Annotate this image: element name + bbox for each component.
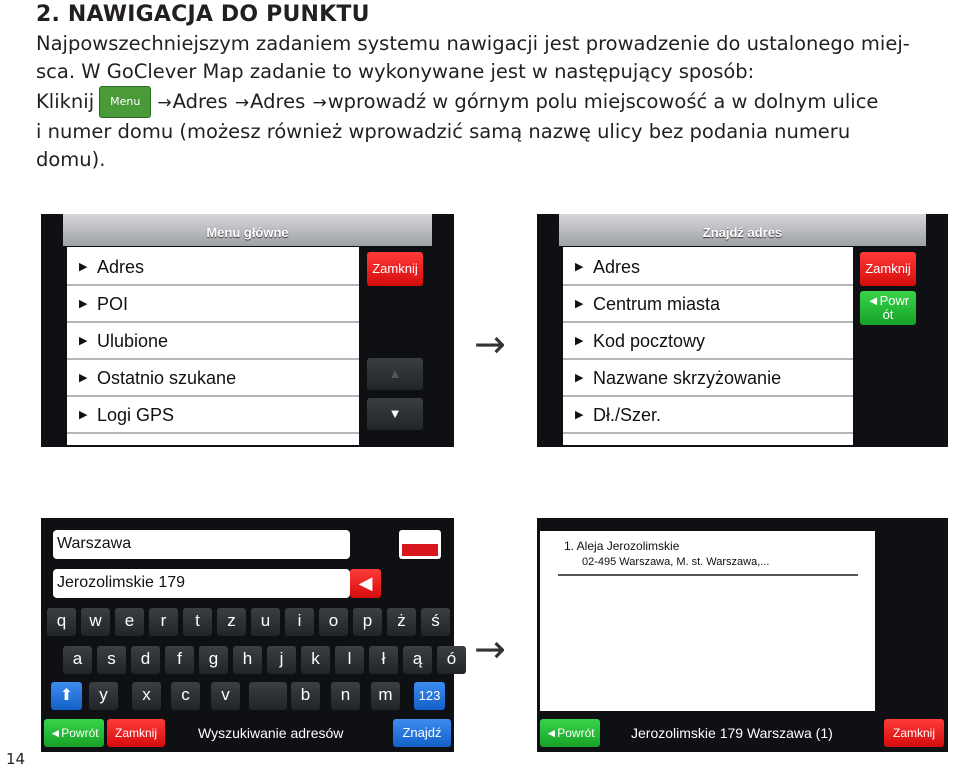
- flow-arrow-icon: →: [474, 627, 506, 671]
- key-q[interactable]: q: [47, 608, 76, 636]
- key-j[interactable]: j: [267, 646, 296, 674]
- screenshot-main-menu: [41, 214, 454, 447]
- section-heading: 2. NAWIGACJA DO PUNKTU: [36, 2, 370, 27]
- key-p[interactable]: p: [353, 608, 382, 636]
- arrow-icon: →: [312, 93, 327, 113]
- menu-item-label: POI: [97, 294, 129, 314]
- screenshot-search-result: [537, 518, 948, 752]
- key-v[interactable]: v: [211, 682, 240, 710]
- para-click-word: Kliknij: [36, 90, 95, 113]
- menu-item-label: Adres: [97, 257, 145, 277]
- key-e[interactable]: e: [115, 608, 144, 636]
- key-s[interactable]: s: [97, 646, 126, 674]
- result-divider: [558, 574, 858, 576]
- menu-item-label: Ulubione: [97, 331, 169, 351]
- screenshot-keyboard-entry: [41, 518, 457, 752]
- triangle-icon: ▶: [575, 261, 584, 273]
- menu-chip-icon: Menu: [99, 86, 151, 118]
- key-u[interactable]: u: [251, 608, 280, 636]
- triangle-icon: ▶: [79, 298, 88, 310]
- result-subtitle: 02-495 Warszawa, M. st. Warszawa,...: [582, 556, 770, 568]
- back-button[interactable]: ◄Powrót: [44, 719, 104, 747]
- para-line-1: Najpowszechniejszym zadaniem systemu nawigacji jest prowadzenie do ustalonego miej-: [36, 32, 910, 55]
- option-label: Dł./Szer.: [593, 405, 662, 425]
- key-ł[interactable]: ł: [369, 646, 398, 674]
- space-key[interactable]: [249, 682, 287, 710]
- close-button[interactable]: Zamknij: [107, 719, 165, 747]
- result-item[interactable]: [540, 531, 875, 581]
- result-status: Jerozolimskie 179 Warszawa (1): [631, 725, 833, 741]
- back-button[interactable]: ◄Powrót: [540, 719, 600, 747]
- shift-key[interactable]: ⬆: [51, 682, 82, 710]
- close-button[interactable]: Zamknij: [860, 252, 916, 286]
- menu-item-label: Logi GPS: [97, 405, 175, 425]
- back-label-line-2: ót: [882, 307, 894, 322]
- search-title: Wyszukiwanie adresów: [198, 725, 344, 741]
- triangle-icon: ▶: [575, 298, 584, 310]
- key-ż[interactable]: ż: [387, 608, 416, 636]
- find-address-list: [563, 247, 853, 445]
- result-bottom-bar: [537, 716, 948, 752]
- flow-arrow-icon: →: [474, 322, 506, 366]
- key-i[interactable]: i: [285, 608, 314, 636]
- scroll-up-button[interactable]: ▲: [367, 358, 423, 390]
- country-flag-button[interactable]: [399, 530, 441, 559]
- key-n[interactable]: n: [331, 682, 360, 710]
- triangle-icon: ▶: [79, 372, 88, 384]
- step-enter: wprowadź w górnym polu miejscowość a w dolnym ulice: [327, 90, 879, 113]
- option-label: Kod pocztowy: [593, 331, 706, 351]
- menu-item-poi[interactable]: [67, 286, 359, 323]
- arrow-icon: →: [234, 93, 250, 113]
- flag-red-stripe: [402, 544, 438, 556]
- key-ś[interactable]: ś: [421, 608, 450, 636]
- result-title: 1. Aleja Jerozolimskie: [564, 539, 680, 553]
- back-button[interactable]: [860, 291, 916, 325]
- key-l[interactable]: l: [335, 646, 364, 674]
- menu-item-logi-gps[interactable]: [67, 397, 359, 434]
- address-option-kod[interactable]: [563, 323, 853, 360]
- para-line-2: sca. W GoClever Map zadanie to wykonywane jest w następujący sposób:: [36, 60, 755, 83]
- key-ó[interactable]: ó: [437, 646, 466, 674]
- step-adres-1: Adres: [172, 90, 228, 113]
- key-h[interactable]: h: [233, 646, 262, 674]
- close-button[interactable]: Zamknij: [884, 719, 944, 747]
- triangle-icon: ▶: [79, 261, 88, 273]
- scroll-down-button[interactable]: ▼: [367, 398, 423, 430]
- address-option-adres[interactable]: [563, 249, 853, 286]
- arrow-icon: →: [157, 93, 172, 113]
- close-button[interactable]: Zamknij: [367, 252, 423, 286]
- para-line-4: i numer domu (możesz również wprowadzić samą nazwę ulicy bez podania numeru: [36, 120, 851, 143]
- address-option-dl-szer[interactable]: [563, 397, 853, 434]
- find-address-header: Znajdź adres: [559, 214, 926, 246]
- step-adres-2: Adres: [250, 90, 306, 113]
- key-ą[interactable]: ą: [403, 646, 432, 674]
- para-line-5: domu).: [36, 148, 106, 171]
- key-z[interactable]: z: [217, 608, 246, 636]
- main-menu-header: Menu główne: [63, 214, 432, 246]
- intro-paragraph: [36, 30, 954, 174]
- key-g[interactable]: g: [199, 646, 228, 674]
- option-label: Adres: [593, 257, 641, 277]
- option-label: Centrum miasta: [593, 294, 721, 314]
- triangle-icon: ▶: [575, 372, 584, 384]
- menu-item-label: Ostatnio szukane: [97, 368, 237, 388]
- city-input[interactable]: Warszawa: [53, 530, 350, 559]
- key-m[interactable]: m: [371, 682, 400, 710]
- option-label: Nazwane skrzyżowanie: [593, 368, 782, 388]
- menu-item-ulubione[interactable]: [67, 323, 359, 360]
- address-option-skrzyzowanie[interactable]: [563, 360, 853, 397]
- key-k[interactable]: k: [301, 646, 330, 674]
- find-button[interactable]: Znajdź: [393, 719, 451, 747]
- triangle-icon: ▶: [79, 409, 88, 421]
- key-a[interactable]: a: [63, 646, 92, 674]
- backspace-button[interactable]: ◀: [350, 569, 381, 598]
- menu-item-ostatnio[interactable]: [67, 360, 359, 397]
- page-number: 14: [6, 750, 26, 768]
- keyboard-bottom-bar: [41, 716, 454, 752]
- address-option-centrum[interactable]: [563, 286, 853, 323]
- key-w[interactable]: w: [81, 608, 110, 636]
- key-c[interactable]: c: [171, 682, 200, 710]
- key-t[interactable]: t: [183, 608, 212, 636]
- para-line-3: [36, 86, 954, 118]
- key-o[interactable]: o: [319, 608, 348, 636]
- key-y[interactable]: y: [89, 682, 118, 710]
- triangle-icon: ▶: [79, 335, 88, 347]
- main-menu-list: [67, 247, 359, 445]
- street-input[interactable]: Jerozolimskie 179: [53, 569, 350, 598]
- triangle-icon: ▶: [575, 409, 584, 421]
- key-f[interactable]: f: [165, 646, 194, 674]
- back-label-line-1: ◄Powr: [866, 293, 910, 308]
- numeric-mode-key[interactable]: 123: [414, 682, 445, 710]
- key-r[interactable]: r: [149, 608, 178, 636]
- result-list: [540, 531, 875, 711]
- triangle-icon: ▶: [575, 335, 584, 347]
- menu-item-adres[interactable]: [67, 249, 359, 286]
- screenshot-find-address: [537, 214, 948, 447]
- key-b[interactable]: b: [291, 682, 320, 710]
- key-x[interactable]: x: [132, 682, 161, 710]
- key-d[interactable]: d: [131, 646, 160, 674]
